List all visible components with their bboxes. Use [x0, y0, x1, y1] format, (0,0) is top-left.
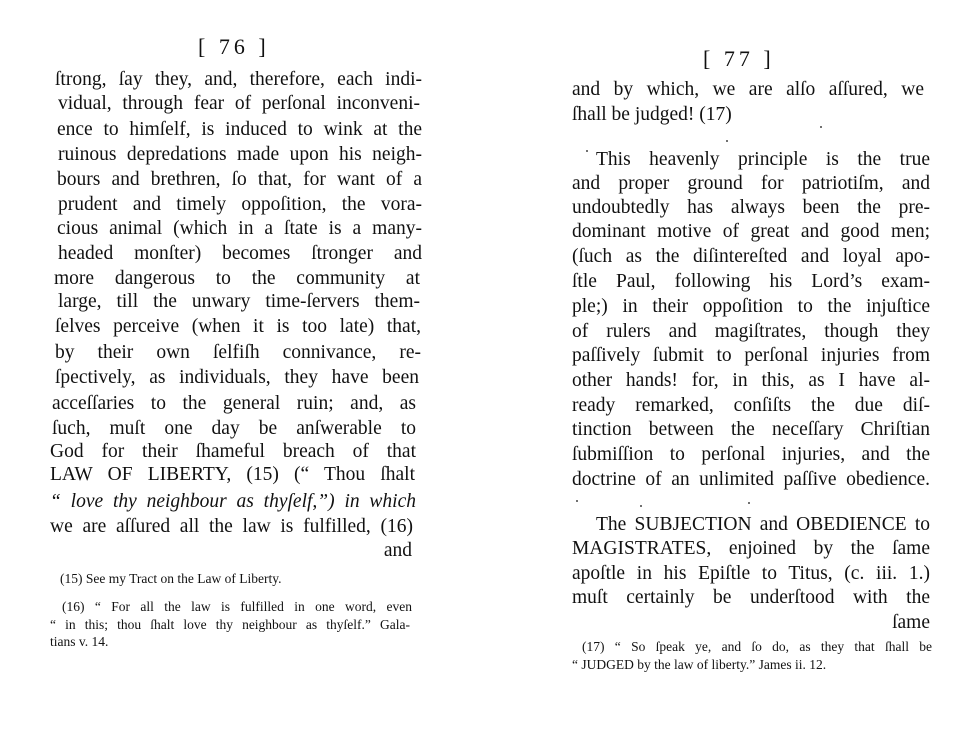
- page-number: [ 76 ]: [198, 34, 270, 59]
- text-line: doctrine of an unlimited paſſive obedience.: [572, 469, 930, 490]
- scan-speck: [820, 126, 822, 128]
- text-line: bours and brethren, ſo that, for want of a: [57, 169, 422, 190]
- text-line: prudent and timely oppoſition, the vora-: [58, 194, 422, 215]
- footnote: tians v. 14.: [50, 634, 109, 649]
- text-line: and by which, we are alſo aſſured, we: [572, 79, 924, 100]
- text-line: apoſtle in his Epiſtle to Titus, (c. iii. 1.): [572, 563, 930, 584]
- text-line: vidual, through fear of perſonal inconveni-: [58, 93, 420, 114]
- text-line: ſtrong, ſay they, and, therefore, each indi-: [55, 69, 422, 90]
- text-line: God for their ſhameful breach of that: [50, 441, 416, 462]
- scan-speck: [586, 150, 588, 152]
- scan-speck: [576, 500, 578, 502]
- text-line: undoubtedly has always been the pre-: [572, 197, 930, 218]
- text-line: ſuch, muſt one day be anſwerable to: [52, 418, 416, 439]
- text-line: MAGISTRATES, enjoined by the ſame: [572, 538, 930, 559]
- text-line: cious animal (which in a ſtate is a many-: [57, 218, 422, 239]
- text-line: and proper ground for patriotiſm, and: [572, 173, 930, 194]
- text-line: ſelves perceive (when it is too late) that,: [55, 316, 421, 337]
- footnote: “ JUDGED by the law of liberty.” James ii. 12.: [572, 657, 827, 672]
- text-line: ſtle Paul, following his Lord’s exam-: [572, 271, 930, 292]
- text-line: ence to himſelf, is induced to wink at the: [57, 119, 422, 140]
- text-line: paſſively ſubmit to perſonal injuries from: [572, 345, 930, 366]
- text-line: ruinous depredations made upon his neigh-: [58, 144, 422, 165]
- scan-speck: [748, 502, 750, 504]
- text-line: other hands! for, in this, as I have al-: [572, 370, 930, 391]
- footnote: (15) See my Tract on the Law of Liberty.: [60, 571, 282, 586]
- text-line: dominant motive of great and good men;: [572, 221, 930, 242]
- text-line: more dangerous to the community at: [54, 268, 420, 289]
- text-line: muſt certainly be underſtood with the: [572, 587, 930, 608]
- text-line: tinction between the neceſſary Chriſtian: [572, 419, 930, 440]
- footnote: “ in this; thou ſhalt love thy neighbour as thyſelf.” Gala-: [50, 617, 410, 632]
- footnote: (17) “ So ſpeak ye, and ſo do, as they that ſhall be: [582, 639, 932, 654]
- text-line: (ſuch as the diſintereſted and loyal apo-: [572, 246, 930, 267]
- text-line: This heavenly principle is the true: [596, 149, 930, 170]
- right-page: [490, 0, 980, 752]
- text-line: by their own ſelfiſh connivance, re-: [55, 342, 421, 363]
- text-line: ready remarked, conſiſts the due diſ-: [572, 395, 930, 416]
- scan-speck: [640, 505, 642, 507]
- text-line: ſpectively, as individuals, they have been: [55, 367, 419, 388]
- text-line: LAW OF LIBERTY, (15) (“ Thou ſhalt: [50, 464, 415, 485]
- text-line: large, till the unwary time-ſervers them-: [58, 291, 420, 312]
- text-line: acceſſaries to the general ruin; and, as: [52, 393, 416, 414]
- text-line: “ love thy neighbour as thyſelf,”) in which: [50, 491, 416, 512]
- scan-speck: [726, 140, 728, 142]
- text-line: ple;) in their oppoſition to the injuſtice: [572, 296, 930, 317]
- catchword: ſame: [892, 612, 930, 633]
- text-line: ſubmiſſion to perſonal injuries, and the: [572, 444, 930, 465]
- footnote: (16) “ For all the law is fulfilled in one word, even: [62, 599, 412, 614]
- page-number: [ 77 ]: [703, 46, 775, 71]
- catchword: and: [383, 540, 412, 561]
- text-line: The SUBJECTION and OBEDIENCE to: [596, 514, 930, 535]
- text-line: we are aſſured all the law is fulfilled, (16): [50, 516, 413, 537]
- text-line: ſhall be judged! (17): [572, 104, 732, 125]
- text-line: of rulers and magiſtrates, though they: [572, 321, 930, 342]
- text-line: headed monſter) becomes ſtronger and: [58, 243, 422, 264]
